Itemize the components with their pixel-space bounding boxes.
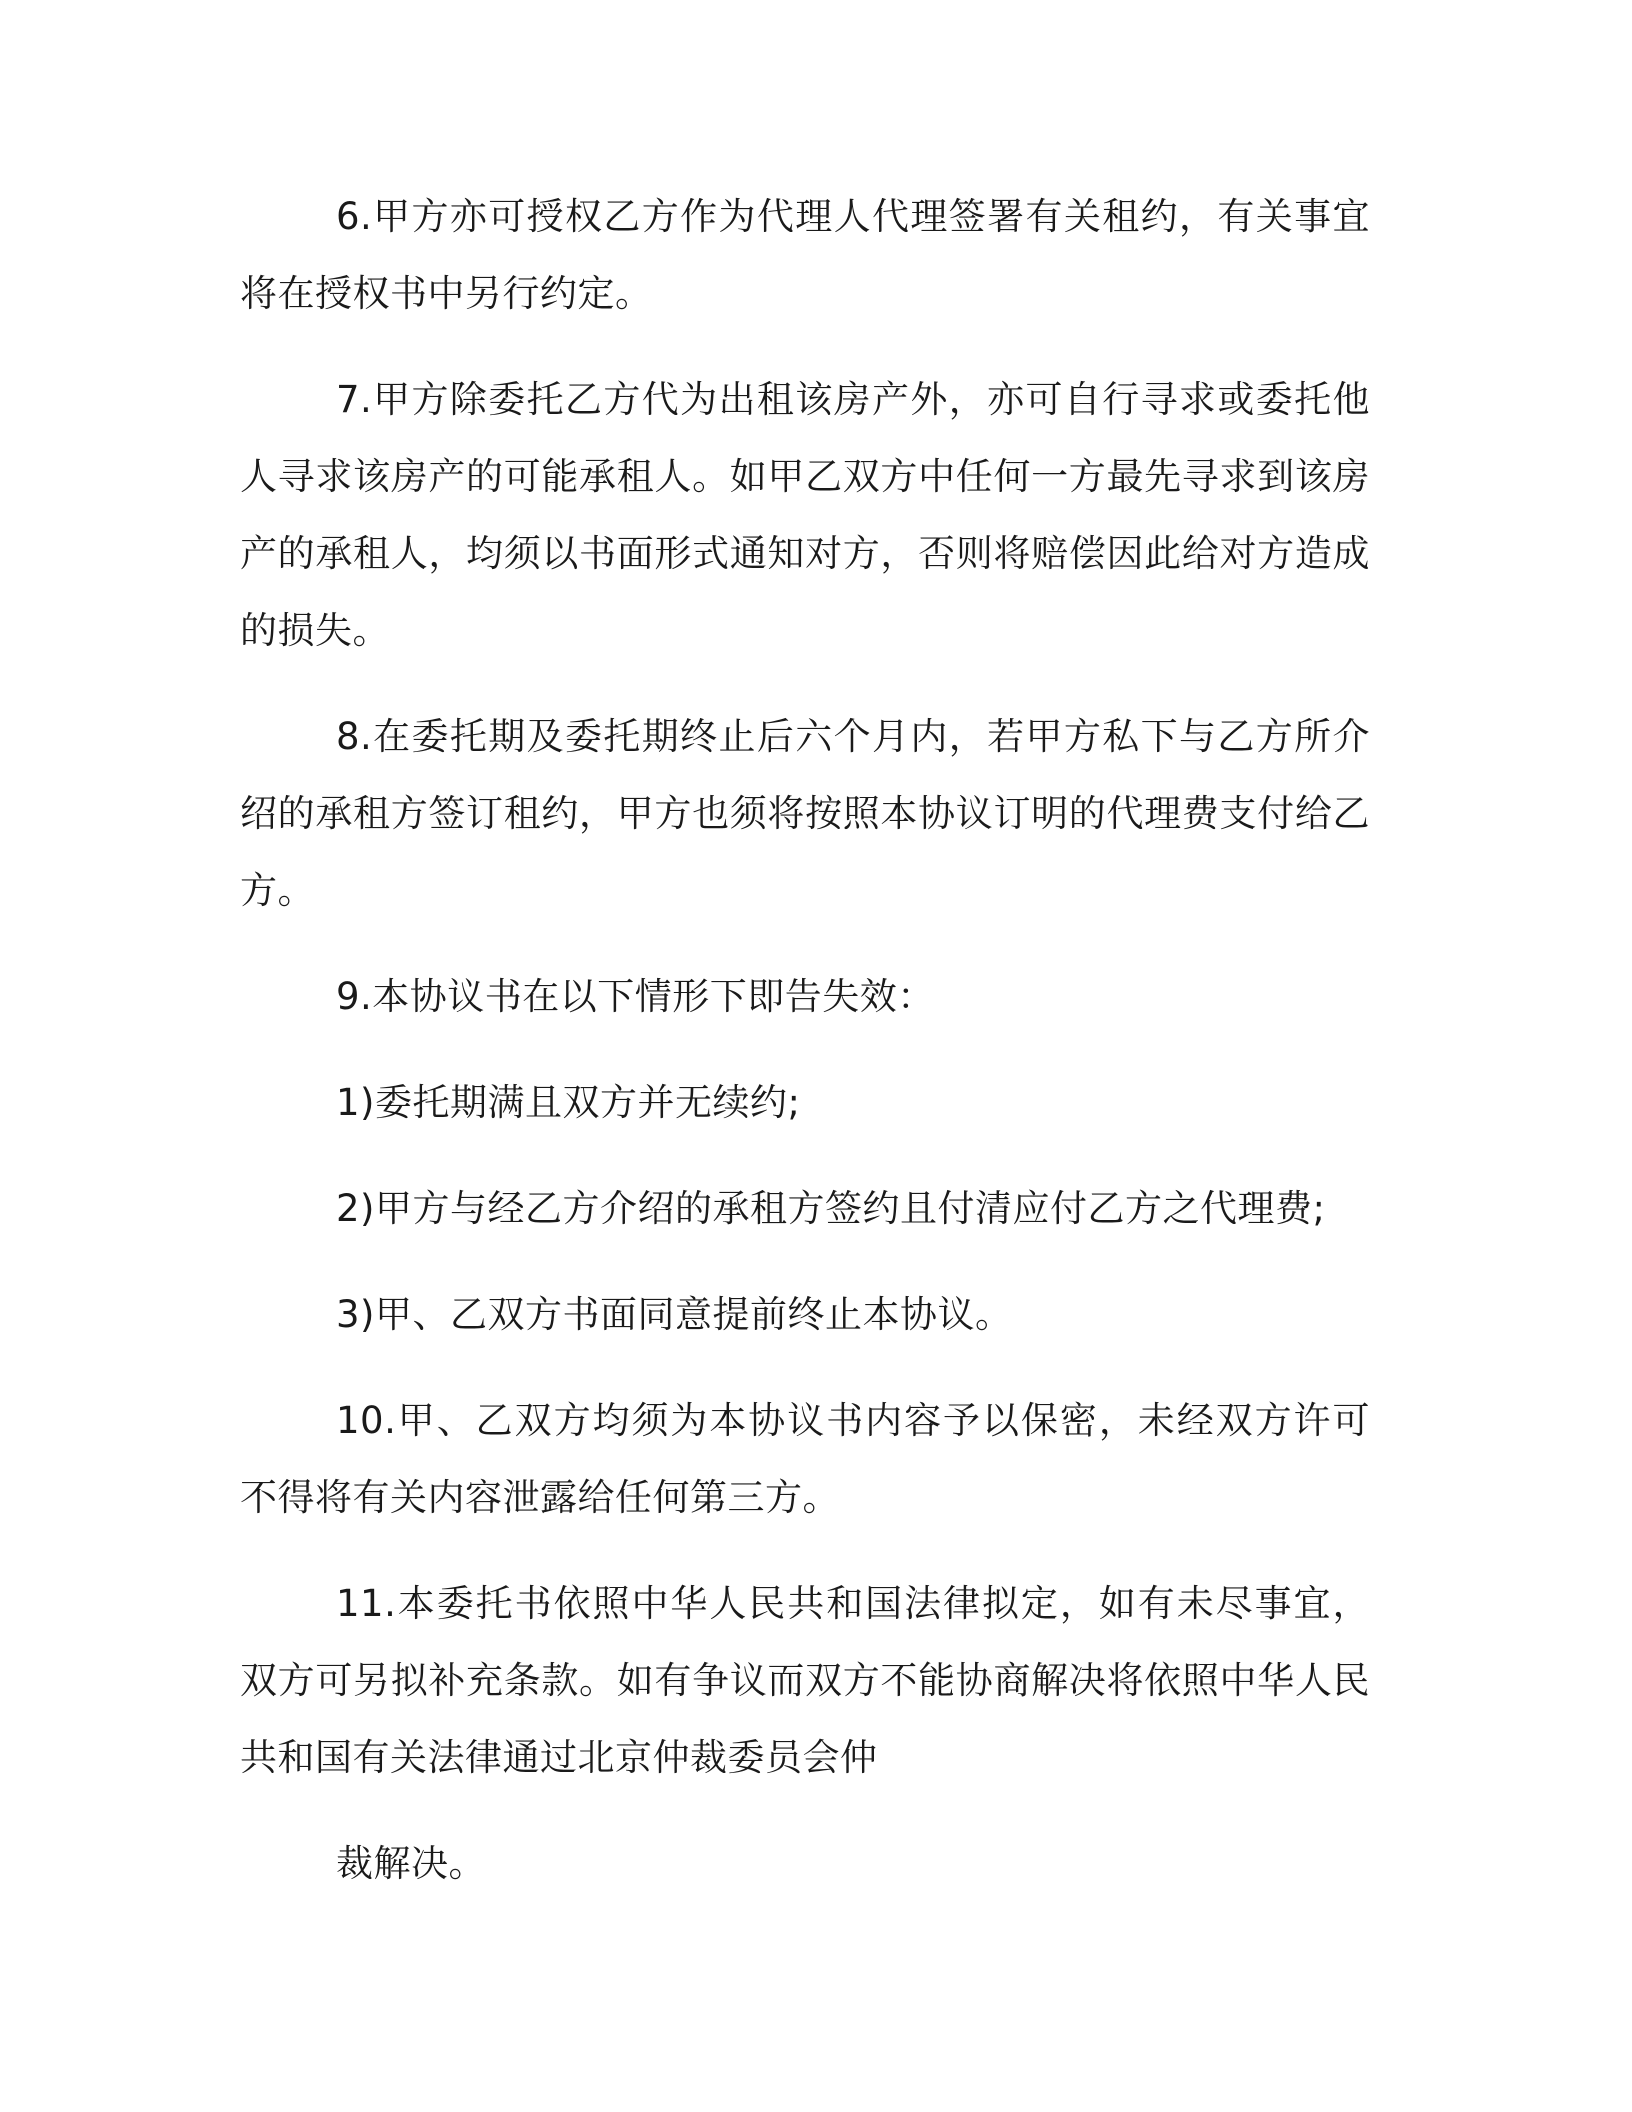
document-body (240, 178, 1370, 1931)
clause-10: 10.甲、乙双方均须为本协议书内容予以保密，未经双方许可不得将有关内容泄露给任何第三方。 (240, 1399, 1370, 1519)
clause-9-item-1: 1)委托期满且双方并无续约; (336, 1081, 801, 1124)
clause-7: 7.甲方除委托乙方代为出租该房产外，亦可自行寻求或委托他人寻求该房产的可能承租人。如甲乙双方中任何一方最先寻求到该房产的承租人，均须以书面形式通知对方，否则将赔偿因此给对方造成的损失。 (240, 378, 1370, 652)
clause-11: 11.本委托书依照中华人民共和国法律拟定，如有未尽事宜，双方可另拟补充条款。如有争议而双方不能协商解决将依照中华人民共和国有关法律通过北京仲裁委员会仲 (240, 1582, 1370, 1779)
clause-9-item-3: 3)甲、乙双方书面同意提前终止本协议。 (336, 1293, 1013, 1336)
clause-6: 6.甲方亦可授权乙方作为代理人代理签署有关租约，有关事宜将在授权书中另行约定。 (240, 195, 1370, 315)
clause-11-continuation: 裁解决。 (336, 1842, 486, 1885)
clause-9: 9.本协议书在以下情形下即告失效： (336, 975, 935, 1018)
clause-9-item-2: 2)甲方与经乙方介绍的承租方签约且付清应付乙方之代理费; (336, 1187, 1326, 1230)
clause-8: 8.在委托期及委托期终止后六个月内，若甲方私下与乙方所介绍的承租方签订租约，甲方也须将按照本协议订明的代理费支付给乙方。 (240, 715, 1370, 912)
